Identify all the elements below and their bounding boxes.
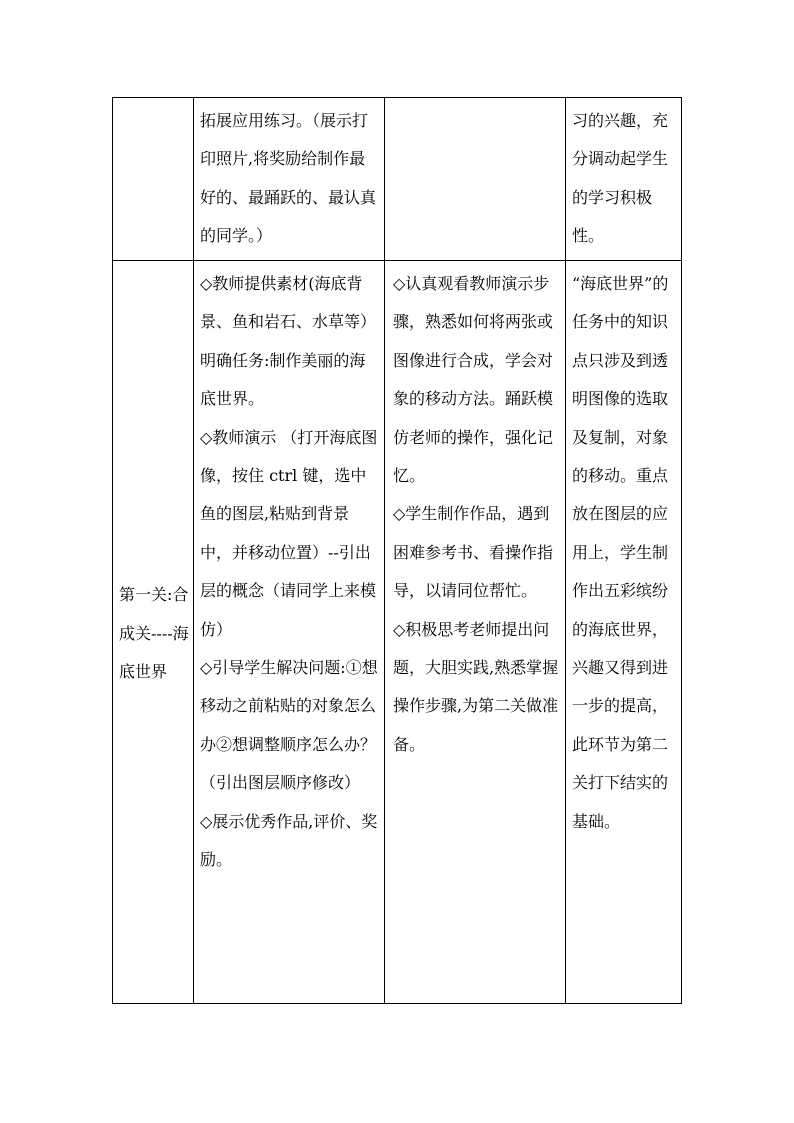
student-activity-paragraph: ◇学生制作作品，遇到困难参考书、看操作指导，以请同位帮忙。 (393, 504, 554, 601)
student-activity-cell (385, 98, 566, 261)
student-activity-cell (385, 261, 566, 1004)
teacher-activity-paragraph: ◇展示优秀作品,评价、奖励。 (200, 811, 378, 870)
teacher-activity-cell: 拓展应用练习。（展示打印照片,将奖励给制作最好的、最踊跃的、最认真的同学。） (194, 98, 385, 261)
table-row (113, 261, 682, 1004)
stage-cell: 第一关:合成关----海底世界 (113, 261, 194, 1004)
student-activity-paragraph: ◇积极思考老师提出问题，大胆实践,熟悉掌握操作步骤,为第二关做准备。 (393, 619, 559, 754)
table-row (113, 98, 682, 261)
teacher-activity-paragraph: ◇教师演示 （打开海底图像，按住 ctrl 键，选中鱼的图层,粘贴到背景中，并移动位置）--引出层的概念（请同学上来模仿） (200, 427, 378, 639)
design-intent-cell: 习的兴趣，充分调动起学生的学习积极性。 (566, 98, 682, 261)
student-activity-paragraph: ◇认真观看教师演示步骤，熟悉如何将两张或图像进行合成，学会对象的移动方法。踊跃模仿老师的操作，强化记忆。 (393, 274, 554, 486)
lesson-plan-table (112, 97, 682, 1004)
teacher-activity-cell (194, 261, 385, 1004)
stage-cell (113, 98, 194, 261)
teacher-activity-paragraph: ◇教师提供素材(海底背景、鱼和岩石、水草等）明确任务:制作美丽的海底世界。 (200, 274, 377, 409)
design-intent-cell: “海底世界”的任务中的知识点只涉及到透明图像的选取及复制，对象的移动。重点放在图层的应用上，学生制作出五彩缤纷的海底世界，兴趣又得到进一步的提高，此环节为第二关打下结实的基础。 (566, 261, 682, 1004)
teacher-activity-paragraph: ◇引导学生解决问题:①想移动之前粘贴的对象怎么办②想调整顺序怎么办？（引出图层顺序修改） (200, 658, 378, 793)
